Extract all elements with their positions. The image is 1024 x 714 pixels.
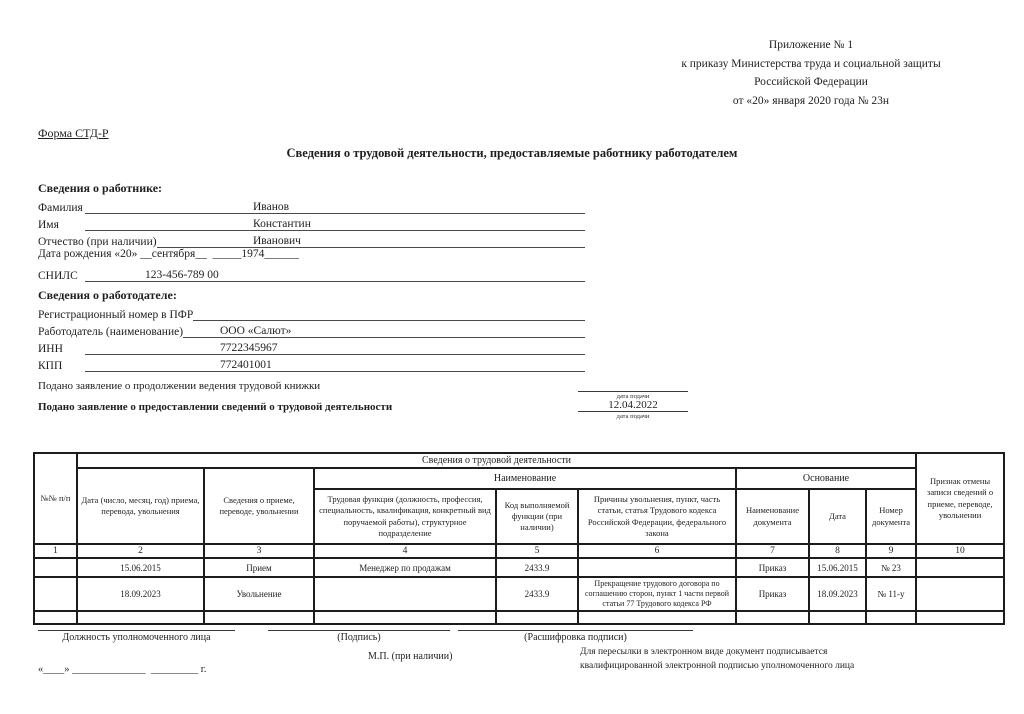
employer-fields xyxy=(38,304,585,372)
table-cell: Приказ xyxy=(736,558,809,577)
table-cell: 18.09.2023 xyxy=(77,577,204,611)
table-row-empty xyxy=(34,611,1004,624)
electronic-signature-note-line: Для пересылки в электронном виде документ подписывается xyxy=(580,647,828,657)
std-date-block xyxy=(578,399,688,420)
table-cell xyxy=(916,577,1004,611)
table-cell xyxy=(736,611,809,624)
table-cell: Прием xyxy=(204,558,314,577)
worker-fields xyxy=(38,197,585,282)
position-signature-line: Должность уполномоченного лица xyxy=(38,630,235,643)
birthdate-line-text: Дата рождения «20» __сентября__ _____1974______ xyxy=(38,248,299,260)
name-value: Константин xyxy=(253,218,311,230)
std-date-value: 12.04.2022 xyxy=(578,399,688,412)
document-title: Сведения о трудовой деятельности, предоставляемые работнику работодателем xyxy=(286,146,738,160)
col4-header-cell: Трудовая функция (должность, профессия, специальность, квалификация, конкретный вид поручаемой работы), структурное подразделение xyxy=(314,489,496,544)
snils-value: 123-456-789 00 xyxy=(145,269,219,281)
electronic-signature-note xyxy=(580,646,900,673)
date-fill-in-line: «____» ______________ _________ г. xyxy=(38,664,207,675)
name-field-row xyxy=(38,214,585,231)
table-cell: 2433.9 xyxy=(496,577,578,611)
table-cell xyxy=(578,558,736,577)
col-number: 7 xyxy=(736,544,809,558)
table-cell: 15.06.2015 xyxy=(77,558,204,577)
inn-field-row xyxy=(38,338,585,355)
table-cell: 2433.9 xyxy=(496,558,578,577)
table-cell xyxy=(866,611,916,624)
col-number: 10 xyxy=(916,544,1004,558)
table-cell xyxy=(77,611,204,624)
kpp-value: 772401001 xyxy=(220,359,272,371)
col-number: 8 xyxy=(809,544,866,558)
table-cell: 15.06.2015 xyxy=(809,558,866,577)
birthdate-row xyxy=(38,248,585,265)
table-row-dismissal xyxy=(34,577,1004,611)
table-cell xyxy=(916,558,1004,577)
patronymic-blank-line xyxy=(157,230,585,248)
workbook-date-block xyxy=(578,379,688,400)
table-cell xyxy=(314,577,496,611)
col-number: 5 xyxy=(496,544,578,558)
col8-header-cell: Дата xyxy=(809,489,866,544)
employment-activity-table xyxy=(33,452,1005,625)
order-reference-block xyxy=(600,36,1022,110)
table-row-hire xyxy=(34,558,1004,577)
col-number: 4 xyxy=(314,544,496,558)
name-label: Имя xyxy=(38,219,59,231)
workbook-statement-text: Подано заявление о продолжении ведения трудовой книжки xyxy=(38,380,321,392)
col1-header-cell: №№ п/п xyxy=(34,453,77,544)
surname-label: Фамилия xyxy=(38,202,83,214)
workbook-date-value xyxy=(578,379,688,392)
snils-label: СНИЛС xyxy=(38,270,78,282)
employer-name-value: ООО «Салют» xyxy=(220,325,292,337)
patronymic-value: Иванович xyxy=(253,235,301,247)
table-cell xyxy=(916,611,1004,624)
kpp-blank-line xyxy=(85,354,585,372)
patronymic-label: Отчество (при наличии) xyxy=(38,236,157,248)
table-cell: Приказ xyxy=(736,577,809,611)
table-cell: № 23 xyxy=(866,558,916,577)
order-ref-line: Российской Федерации xyxy=(754,76,868,88)
surname-field-row xyxy=(38,197,585,214)
std-statement-text: Подано заявление о предоставлении сведений о трудовой деятельности xyxy=(38,401,393,413)
basis-group-header-cell: Основание xyxy=(736,468,916,489)
table-cell: 18.09.2023 xyxy=(809,577,866,611)
col3-header-cell: Сведения о приеме, переводе, увольнении xyxy=(204,468,314,544)
employer-name-label: Работодатель (наименование) xyxy=(38,326,184,338)
col-number: 9 xyxy=(866,544,916,558)
table-cell xyxy=(809,611,866,624)
order-ref-line: от «20» января 2020 года № 23н xyxy=(732,94,890,107)
table-cell: № 11-у xyxy=(866,577,916,611)
col6-header-cell: Причины увольнения, пункт, часть статьи, статья Трудового кодекса Российской Федерации, федерального закона xyxy=(578,489,736,544)
name-blank-line xyxy=(85,213,585,231)
table-header-row-groups xyxy=(34,468,1004,489)
section-header-cell: Сведения о трудовой деятельности xyxy=(77,453,916,468)
table-cell: Прекращение трудового договора по соглашению сторон, пункт 1 части первой статьи 77 Трудового кодекса РФ xyxy=(578,577,736,611)
table-cell xyxy=(578,611,736,624)
order-ref-line: к приказу Министерства труда и социальной защиты xyxy=(681,57,941,70)
electronic-signature-note-line: квалифицированной электронной подписью уполномоченного лица xyxy=(580,660,855,671)
col-number: 6 xyxy=(578,544,736,558)
col-number: 3 xyxy=(204,544,314,558)
std-date-caption: дата подачи xyxy=(616,413,650,420)
employer-name-field-row xyxy=(38,321,585,338)
table-header-row-top xyxy=(34,453,1004,468)
signature-decode-line: (Расшифровка подписи) xyxy=(458,630,693,643)
table-cell: Увольнение xyxy=(204,577,314,611)
col7-header-cell: Наименование документа xyxy=(736,489,809,544)
employer-section-heading: Сведения о работодателе: xyxy=(38,288,177,302)
col9-header-cell: Номер документа xyxy=(866,489,916,544)
table-cell xyxy=(314,611,496,624)
signature-line: (Подпись) xyxy=(268,630,450,643)
pfr-number-blank-line xyxy=(193,303,585,321)
name-group-header-cell: Наименование xyxy=(314,468,736,489)
surname-blank-line xyxy=(85,196,585,214)
table-cell xyxy=(204,611,314,624)
order-ref-line: Приложение № 1 xyxy=(768,39,854,51)
stamp-note: М.П. (при наличии) xyxy=(368,651,453,662)
col10-header-cell: Признак отмены записи сведений о приеме, переводе, увольнении xyxy=(916,453,1004,544)
col5-header-cell: Код выполняемой функции (при наличии) xyxy=(496,489,578,544)
col-number: 1 xyxy=(34,544,77,558)
pfr-number-label: Регистрационный номер в ПФР xyxy=(38,309,194,321)
surname-value: Иванов xyxy=(253,201,290,213)
table-cell: Менеджер по продажам xyxy=(314,558,496,577)
form-code: Форма СТД-Р xyxy=(38,126,109,140)
col-number: 2 xyxy=(77,544,204,558)
snils-field-row xyxy=(38,265,585,282)
inn-label: ИНН xyxy=(38,343,63,355)
pfr-number-field-row xyxy=(38,304,585,321)
table-cell xyxy=(34,611,77,624)
inn-value: 7722345967 xyxy=(220,342,278,354)
patronymic-field-row xyxy=(38,231,585,248)
kpp-field-row xyxy=(38,355,585,372)
worker-section-heading: Сведения о работнике: xyxy=(38,181,163,195)
column-number-row xyxy=(34,544,1004,558)
inn-blank-line xyxy=(85,337,585,355)
col2-header-cell: Дата (число, месяц, год) приема, перевода, увольнения xyxy=(77,468,204,544)
workbook-date-caption: дата подачи xyxy=(616,393,650,400)
table-cell xyxy=(34,558,77,577)
table-cell xyxy=(496,611,578,624)
table-cell xyxy=(34,577,77,611)
kpp-label: КПП xyxy=(38,360,63,372)
